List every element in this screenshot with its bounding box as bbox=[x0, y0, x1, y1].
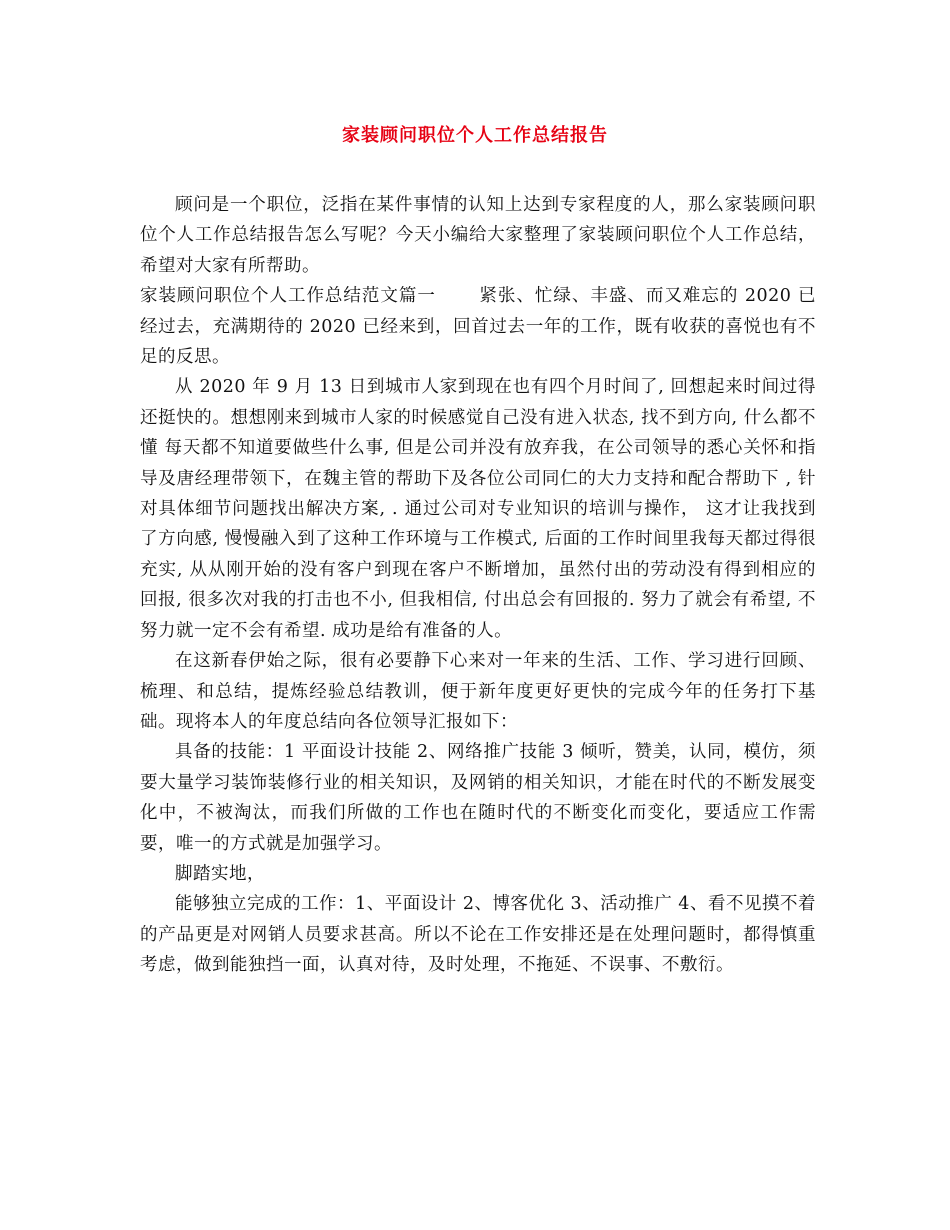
document-title: 家装顾问职位个人工作总结报告 bbox=[342, 125, 608, 146]
paragraph-skills: 具备的技能：1 平面设计技能 2、网络推广技能 3 倾听，赞美，认同，模仿，须要大量学习装饰装修行业的相关知识，及网销的相关知识，才能在时代的不断发展变化中，不被淘汰，而我们所做的工作也在随时代的不断变化而变化，要适应工作需要，唯一的方式就是加强学习。 bbox=[140, 742, 816, 854]
paragraph-down-to-earth: 脚踏实地， bbox=[175, 863, 265, 884]
paragraph-review: 在这新春伊始之际，很有必要静下心来对一年来的生活、工作、学习进行回顾、梳理、和总结，提炼经验总结教训，便于新年度更好更快的完成今年的任务打下基础。现将本人的年度总结向各位领导汇报如下： bbox=[140, 651, 816, 732]
paragraph-sample-heading: 家装顾问职位个人工作总结范文篇一 紧张、忙绿、丰盛、而又难忘的 2020 已经过去，充满期待的 2020 已经来到，回首过去一年的工作，既有收获的喜悦也有不足的反思。 bbox=[140, 286, 816, 368]
paragraph-experience: 从 2020 年 9 月 13 日到城市人家到现在也有四个月时间了, 回想起来时间过得还挺快的。想想刚来到城市人家的时候感觉自己没有进入状态, 找不到方向, 什么都不懂 每天都不知道要做些什么事, 但是公司并没有放弃我，在公司领导的悉心关怀和指导及唐经理带领下，在魏主管的帮助下及各位公司同仁的大力支持和配合帮助下 , 针对具体细节问题找出解决方案, . 通过公司对专业知识的培训与操作， 这才让我找到了方向感, 慢慢融入到了这种工作环境与工作模式, 后面的工作时间里我每天都过得很充实, 从从刚开始的没有客户到现在客户不断增加，虽然付出的劳动没有得到相应的回报, 很多次对我的打击也不小, 但我相信, 付出总会有回报的. 努力了就会有希望, 不努力就一定不会有希望. 成功是给有准备的人。 bbox=[140, 377, 816, 641]
paragraph-independent-work: 能够独立完成的工作：1、平面设计 2、博客优化 3、活动推广 4、看不见摸不着的产品更是对网销人员要求甚高。所以不论在工作安排还是在处理问题时，都得慎重考虑，做到能独挡一面，认真对待，及时处理，不拖延、不误事、不敷衍。 bbox=[140, 894, 816, 976]
paragraph-intro: 顾问是一个职位，泛指在某件事情的认知上达到专家程度的人，那么家装顾问职位个人工作总结报告怎么写呢？今天小编给大家整理了家装顾问职位个人工作总结，希望对大家有所帮助。 bbox=[140, 195, 816, 276]
document-body bbox=[140, 190, 816, 981]
